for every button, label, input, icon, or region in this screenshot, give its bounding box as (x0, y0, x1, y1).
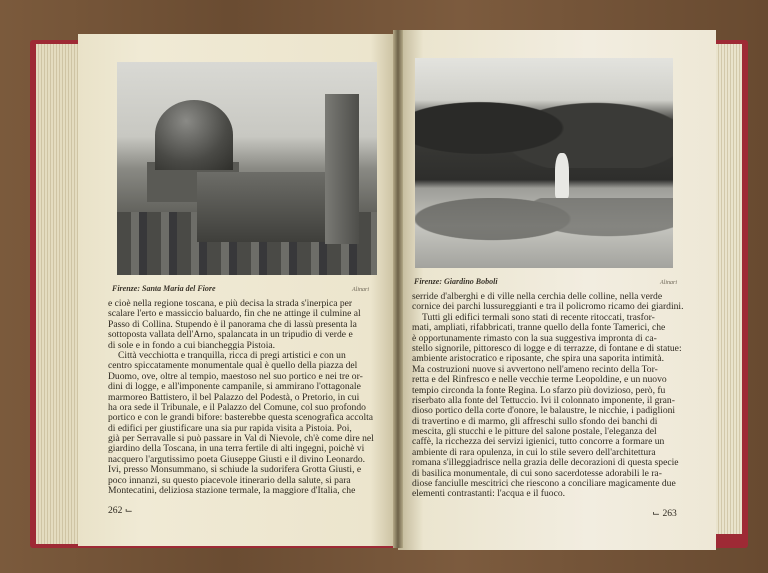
text-line: Città vecchiotta e tranquilla, ricca di pregi artistici e con un (118, 349, 346, 361)
text-line: caffè, la ricchezza dei servizi igienici, tutto concorre a formare un (412, 436, 665, 448)
text-line: è opportunamente rimasto con la sua suggestiva impronta di ca- (412, 332, 657, 344)
text-line: Montecatini, deliziosa stazione termale, la maggiore d'Italia, che (108, 485, 356, 497)
photo-trees (415, 68, 673, 168)
left-photo-caption: Firenze: Santa Maria del Fiore (112, 284, 216, 293)
left-photo-credit: Alinari (352, 287, 370, 293)
text-line: stello signorile, pittoresco di logge e di terrazze, di fontane e di statue: (412, 342, 682, 354)
text-line: ambiente di rara opulenza, in cui lo stile severo dell'architettura (412, 446, 656, 458)
page-ornament-icon: ⌙ (652, 508, 661, 519)
right-photo-credit: Alinari (660, 280, 678, 286)
text-line: già per Serravalle si può passare in Val di Nievole, ch'è come dire nel (108, 433, 374, 445)
text-line: poco innanzi, su questo piacevole itinerario della salute, si para (108, 474, 351, 486)
text-line: giardino della Toscana, in una terra fertile di alti ingegni, poichè vi (108, 443, 365, 455)
text-line: marmoreo Battistero, il bel Palazzo del Podestà, o Pretorio, in cui (108, 391, 360, 403)
text-line: mescita, gli stucchi e le pitture del salone postale, l'eleganza del (412, 426, 657, 438)
text-line: Tutti gli edifici termali sono stati di recente ritoccati, trasfor- (422, 311, 655, 323)
text-line: e cioè nella regione toscana, e più decisa la strada s'inerpica per (108, 298, 353, 309)
text-line: Ma costruzioni nuove si avvertono nell'ameno recinto della Tor- (412, 363, 658, 375)
text-line: dini di logge, e all'imponente campanile, si ammirano l'ottagonale (108, 381, 361, 393)
text-line: diose fanciulle mescitrici che riescono a conciliare magicamente due (412, 478, 676, 490)
text-line: ambiente aristocratico e riposante, che spira una saporita intimità. (412, 353, 665, 365)
text-line: mati, ampliati, rifabbricati, tranne quello della fonte Tamerici, che (412, 322, 666, 334)
left-page-number (108, 505, 133, 516)
photo-santa-maria-del-fiore (117, 62, 377, 275)
photo-bell-tower (325, 94, 359, 244)
text-line: Passo di Collina. Stupendo è il panorama che di lassù presenta la (108, 318, 357, 330)
text-line: Ivi, presso Monsummano, si schiude la sudorifera Grotta Giusti, e (108, 464, 362, 476)
text-line: retta e del Rinfresco e nelle vecchie terme Leopoldine, e un nuovo (412, 374, 667, 386)
text-line: sottoposta vallata dell'Arno, spalancata in un tripudio di verde e (108, 329, 353, 341)
text-line: nacquero l'argutissimo poeta Giuseppe Giusti e il divino Leonardo. (108, 453, 366, 465)
photo-giardino-boboli (415, 58, 673, 268)
text-line: di sole e in fondo a cui biancheggia Pistoia. (108, 339, 276, 351)
text-line: romana s'illeggiadrisce nella grazia delle decorazioni di questa specie (412, 457, 679, 469)
left-page-text (108, 299, 382, 496)
text-line: cornice dei parchi lussureggianti e tra il policromo ricamo dei giardini. (412, 301, 684, 313)
right-page-number (652, 508, 677, 519)
text-line: serride d'alberghi e di ville nella cerchia delle colline, nella verde (412, 291, 663, 302)
text-line: tempio circonda la fonte Regina. Lo sfarzo più dovizioso, però, fu (412, 384, 666, 396)
photo-dome (155, 100, 233, 170)
text-line: di basilica monumentale, di cui sono sacerdotesse adorabili le ra- (412, 467, 662, 479)
right-page-text (412, 292, 688, 500)
book-gutter (393, 30, 403, 548)
text-line: centro spiccatamente monumentale qual è quello della piazza del (108, 360, 358, 372)
text-line: scalare l'erto e massiccio baluardo, fin che ne attinge il culmine al (108, 308, 361, 320)
text-line: Duomo, ove, oltre al tempio, maestoso nel suo portico e nei tre or- (108, 370, 363, 382)
text-line: dioso portico della corte d'onore, le balaustre, le nicchie, i padiglioni (412, 405, 676, 417)
text-line: portico e con le grandi bifore: basterebbe questa scenografica accolta (108, 412, 374, 424)
photo-cathedral-nave (197, 172, 337, 242)
text-line: di edifici per giustificare una sia pur rapida visita a Pistoia. Poi, (108, 422, 352, 434)
right-photo-caption: Firenze: Giardino Boboli (414, 277, 498, 286)
photo-fountain-statue (555, 153, 569, 198)
page-number-263: 263 (662, 508, 677, 519)
text-line: ha ora sede il Tribunale, e il Palazzo del Comune, col suo profondo (108, 401, 366, 413)
text-line: elementi contrastanti: l'acqua e il fuoco. (412, 488, 566, 500)
photo-water-reflection (415, 198, 673, 268)
text-line: riserbato alla fonte del Tettuccio. Ivi il colonnato imponente, il gran- (412, 394, 675, 406)
page-ornament-icon: ⌙ (124, 505, 133, 516)
text-line: di travertino e di marmo, gli affreschi sullo sfondo dei banchi di (412, 415, 658, 427)
page-number-262: 262 (108, 505, 123, 516)
